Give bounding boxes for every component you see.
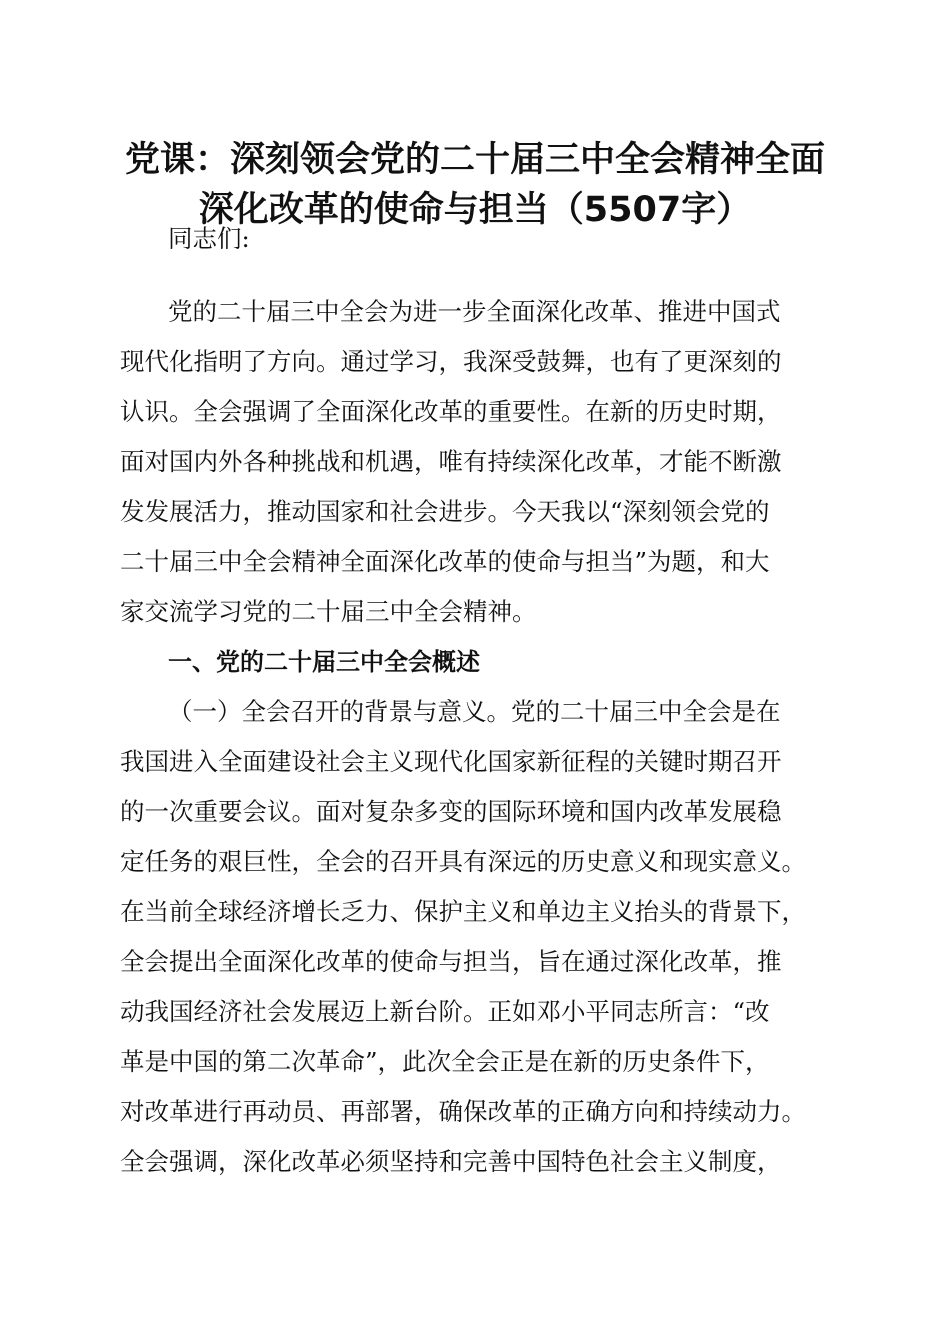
- section-heading: 一、党的二十届三中全会概述: [168, 648, 480, 676]
- section-line: 革是中国的第二次革命”，此次全会正是在新的历史条件下，: [120, 1047, 770, 1076]
- intro-line: 认识。全会强调了全面深化改革的重要性。在新的历史时期，: [120, 397, 782, 426]
- intro-line: 党的二十届三中全会为进一步全面深化改革、推进中国式: [168, 297, 781, 326]
- document-title-line-2: 深化改革的使命与担当（5507字）: [198, 190, 752, 230]
- intro-line: 家交流学习党的二十届三中全会精神。: [120, 597, 537, 626]
- section-line: 全会提出全面深化改革的使命与担当，旨在通过深化改革，推: [120, 947, 782, 976]
- intro-line: 发发展活力，推动国家和社会进步。今天我以“深刻领会党的: [120, 497, 770, 526]
- document-title-line-1: 党课：深刻领会党的二十届三中全会精神全面: [124, 140, 825, 180]
- intro-line: 面对国内外各种挑战和机遇，唯有持续深化改革，才能不断激: [120, 447, 782, 476]
- intro-line: 二十届三中全会精神全面深化改革的使命与担当”为题，和大: [120, 547, 770, 576]
- intro-line: 现代化指明了方向。通过学习，我深受鼓舞，也有了更深刻的: [120, 347, 782, 376]
- section-line: 动我国经济社会发展迈上新台阶。正如邓小平同志所言：“改: [120, 997, 770, 1026]
- salutation: 同志们:: [168, 224, 250, 253]
- section-line: 的一次重要会议。面对复杂多变的国际环境和国内改革发展稳: [120, 797, 782, 826]
- section-line: 我国进入全面建设社会主义现代化国家新征程的关键时期召开: [120, 747, 782, 776]
- section-line: 定任务的艰巨性，全会的召开具有深远的历史意义和现实意义。: [120, 847, 806, 876]
- section-line: 在当前全球经济增长乏力、保护主义和单边主义抬头的背景下，: [120, 897, 806, 926]
- section-line: （一）全会召开的背景与意义。党的二十届三中全会是在: [168, 697, 781, 726]
- section-line: 对改革进行再动员、再部署，确保改革的正确方向和持续动力。: [120, 1097, 806, 1126]
- section-line: 全会强调，深化改革必须坚持和完善中国特色社会主义制度，: [120, 1147, 782, 1176]
